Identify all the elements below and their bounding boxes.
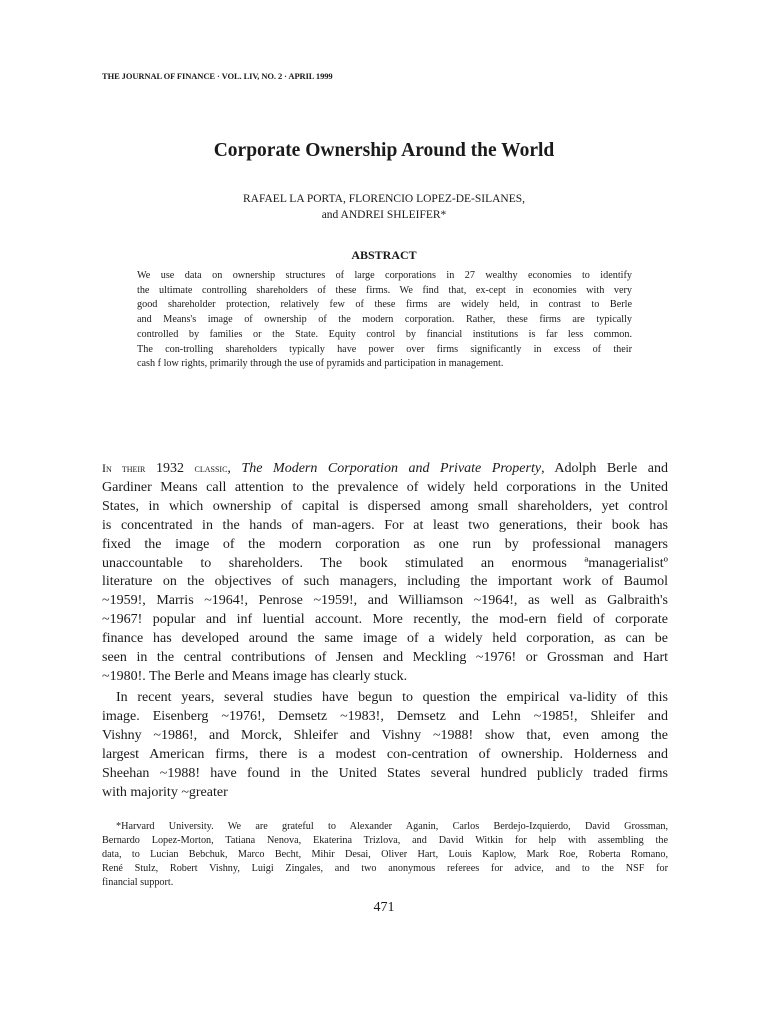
paragraph-line: largest American firms, there is a modest con-centration of ownership. Holderness and [102,746,668,762]
lead-rest: , Adolph Berle and [541,461,669,476]
lead-year: 1932 [145,461,195,476]
authors [0,191,768,223]
paragraph-line: States, in which ownership of capital is dispersed among small shareholders, yet control [102,498,668,514]
paragraph-line: unaccountable to shareholders. The book stimulated an enormous ªmanagerialistº [102,555,668,571]
paragraph-line: with majority ~greater [102,784,228,800]
paragraph-line: fixed the image of the modern corporation as one run by professional managers [102,536,668,552]
paragraph-line: René Stulz, Robert Vishny, Luigi Zingales, and two anonymous referees for advice, and to the NSF for [102,863,668,874]
paragraph-line: seen in the central contributions of Jensen and Meckling ~1976! or Grossman and Hart [102,650,668,666]
paragraph-line: good shareholder protection, relatively few of these firms are widely held, in contrast to Berle [137,299,632,311]
footnote [102,820,668,890]
paragraph-line: controlled by families or the State. Equity control by financial institutions is far less common. [137,328,632,340]
authors-line: and ANDREI SHLEIFER* [321,209,447,221]
authors-line: RAFAEL LA PORTA, FLORENCIO LOPEZ-DE-SILANES, [242,193,526,205]
paragraph-line: is concentrated in the hands of man-agers. For at least two generations, their book has [102,517,668,533]
abstract-text [137,269,632,372]
journal-header: THE JOURNAL OF FINANCE · VOL. LIV, NO. 2 · APRIL 1999 [102,71,333,81]
body-paragraph-1 [102,459,668,687]
lead-comma: , [227,461,242,476]
paragraph-line: image. Eisenberg ~1976!, Demsetz ~1983!, Demsetz and Lehn ~1985!, Shleifer and [102,708,668,724]
paragraph-line: financial support. [102,877,174,888]
paragraph-line: literature on the objectives of such managers, including the important work of Baumol [102,574,668,590]
paragraph-line: cash f low rights, primarily through the use of pyramids and participation in management. [137,358,504,370]
paragraph-line [102,459,668,479]
abstract-heading: ABSTRACT [351,248,417,262]
paper-title: Corporate Ownership Around the World [213,140,555,161]
paragraph-line: We use data on ownership structures of large corporations in 27 wealthy economies to identify [137,270,632,281]
paragraph-line: the ultimate controlling shareholders of these firms. We find that, ex-cept in economies with very [137,284,632,296]
paragraph-line: *Harvard University. We are grateful to Alexander Aganin, Carlos Berdejo-Izquierdo, David Grossman, [116,821,668,832]
paragraph-line: Bernardo Lopez-Morton, Tatiana Nenova, Ekaterina Trizlova, and David Witkin for help with assembling the [102,835,668,846]
paragraph-line: finance has developed around the same image of a widely held corporation, as can be [102,631,668,647]
paragraph-line: The con-trolling shareholders typically have power over firms significantly in excess of their [137,343,632,355]
paragraph-line: ~1967! popular and inf luential account. More recently, the mod-ern field of corporate [102,612,668,628]
paragraph-line: data, to Lucian Bebchuk, Marco Becht, Mihir Desai, Oliver Hart, Louis Kaplow, Mark Roe, Roberta Romano, [102,849,668,860]
paragraph-line: Vishny ~1986!, and Morck, Shleifer and Vishny ~1988! show that, even among the [102,727,668,743]
paragraph-line: Gardiner Means call attention to the prevalence of widely held corporations in the United [102,479,668,495]
book-title: The Modern Corporation and Private Property [241,461,542,476]
lead-small-caps: In their [102,461,146,475]
paragraph-line: ~1959!, Marris ~1964!, Penrose ~1959!, and Williamson ~1964!, as well as Galbraith's [102,593,668,609]
lead-small-caps-2: classic [194,461,228,475]
page-number: 471 [373,900,395,915]
body-paragraph-2 [102,689,668,802]
paragraph-line: and Means's image of ownership of the modern corporation. Rather, these firms are typically [137,314,632,326]
paragraph-line: ~1980!. The Berle and Means image has clearly stuck. [102,668,408,684]
paragraph-line: In recent years, several studies have begun to question the empirical va-lidity of this [116,690,668,705]
paragraph-line: Sheehan ~1988! have found in the United States several hundred publicly traded firms [102,765,668,781]
